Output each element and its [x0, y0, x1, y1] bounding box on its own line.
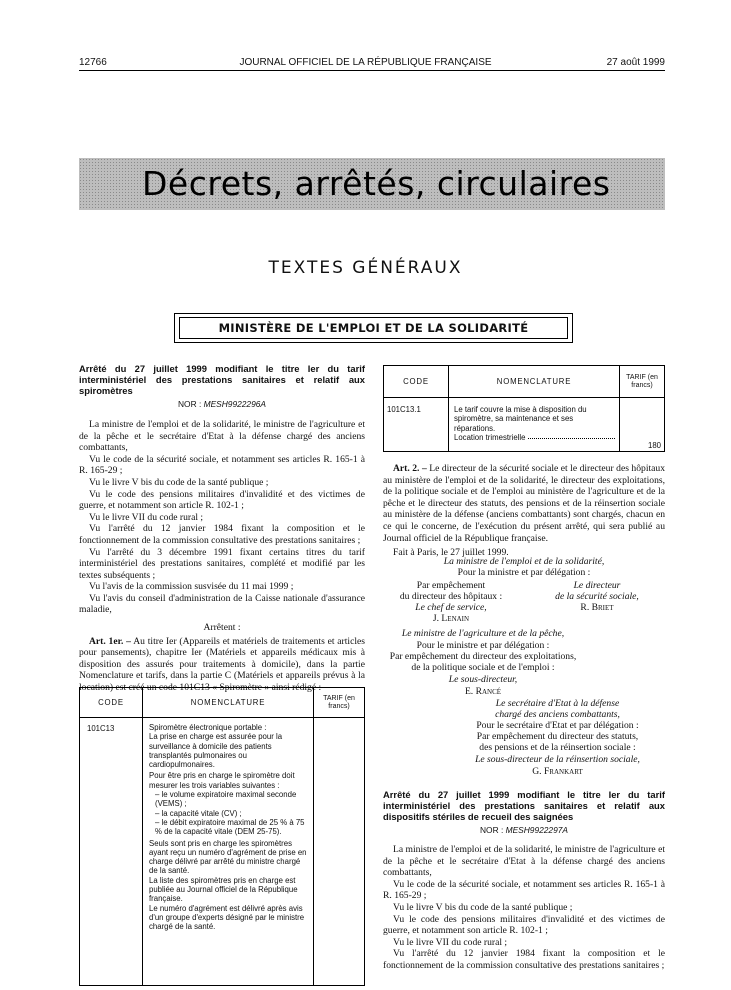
- col-nomenclature: NOMENCLATURE: [449, 366, 620, 398]
- left-column: [79, 364, 365, 694]
- art2-text: Le directeur de la sécurité sociale et le directeur des hôpitaux au ministère de l'emploi et de la solidarité, le directeur des exploitations, de la politique sociale et de l'emploi au ministère de l'agriculture et de la pêche et le directeur des statuts, des pensions et de la réinsertion sociale au ministère de la défense (anciens combattants) sont chargés, chacun en ce qui le concerne, de l'exécution du présent arrêté, qui sera publié au Journal officiel de la République française.: [383, 463, 665, 544]
- sig-line: de la sécurité sociale,: [555, 591, 639, 602]
- sig-line: Par empêchement du directeur des exploitations,: [389, 651, 577, 662]
- nomenclature-line: Spiromètre électronique portable :: [149, 723, 267, 732]
- col-tarif: TARIF (en francs): [314, 688, 365, 718]
- header-rule: [79, 70, 665, 71]
- col-nomenclature: NOMENCLATURE: [143, 688, 314, 718]
- arrete1-title: Arrêté du 27 juillet 1999 modifiant le titre Ier du tarif interministériel des prestations sanitaires et relatif aux spiromètres: [79, 363, 365, 396]
- sig-line: J. Lenain: [432, 613, 470, 624]
- table-spirometre: [79, 687, 365, 986]
- art1-label: Art. 1er. –: [89, 635, 131, 647]
- arrete2-para: Vu le code des pensions militaires d'invalidité et des victimes de guerre, et notamment son article R. 102-1 ;: [383, 913, 665, 937]
- sig-line: Le chef de service,: [415, 602, 487, 613]
- arrete1-para: Vu le code de la sécurité sociale, et notamment ses articles R. 165-1 à R. 165-29 ;: [79, 453, 365, 477]
- sig-line: Par empêchement: [416, 580, 486, 591]
- sig-line: Le directeur: [573, 580, 621, 591]
- col-code: CODE: [80, 688, 143, 718]
- arretent: Arrêtent :: [203, 622, 241, 634]
- art1-text: Au titre Ier (Appareils et matériels de traitements et articles pour pansements), chapitre Ier (Matériels et appareils médicaux mis à disposition des assurés pour traitements à domicile), dans la partie Nomenclature et tarifs, dans la partie C (Matériels et appareils prévus à la location) est créé un code 101C13 « Spiromètre » ainsi rédigé :: [79, 635, 365, 694]
- sig-line: Le ministre de l'agriculture et de la pêche,: [401, 628, 565, 639]
- col-code: CODE: [384, 366, 449, 398]
- fait-a-paris: Fait à Paris, le 27 juillet 1999.: [393, 547, 509, 559]
- arrete1-para: Vu l'arrêté du 3 décembre 1991 fixant certains titres du tarif interministériel des prestations sanitaires, complété et modifié par les textes subséquents ;: [79, 546, 365, 581]
- arrete2-para: Vu l'arrêté du 12 janvier 1984 fixant la composition et le fonctionnement de la commission consultative des prestations sanitaires ;: [383, 948, 665, 971]
- nomenclature-line: – le volume expiratoire maximal seconde (VEMS) ;: [155, 790, 297, 809]
- col-tarif: TARIF (en francs): [620, 366, 665, 398]
- arrete1-para: Vu l'arrêté du 12 janvier 1984 fixant la composition et le fonctionnement de la commission consultative des prestations sanitaires ;: [79, 523, 365, 546]
- nomenclature-line: – la capacité vitale (CV) ;: [155, 808, 242, 818]
- sig-line: Pour la ministre et par délégation :: [457, 567, 591, 578]
- table-nomenclature-cell: [449, 398, 620, 452]
- art2-label: Art. 2. –: [393, 463, 427, 474]
- nomenclature-line: La liste des spiromètres pris en charge est publiée au Journal officiel de la République française.: [149, 875, 298, 904]
- sig-line: Le sous-directeur de la réinsertion sociale,: [475, 754, 640, 765]
- sig-line: Pour le ministre et par délégation :: [416, 640, 550, 651]
- arrete2-para: Vu le livre V bis du code de la santé publique ;: [393, 901, 573, 913]
- right-column: [383, 463, 665, 559]
- sig-line: Le secrétaire d'Etat à la défense: [495, 698, 620, 709]
- issue-date: 27 août 1999: [606, 57, 665, 68]
- sig-line: E. Rancé: [464, 686, 502, 697]
- arrete1-para: Vu le livre V bis du code de la santé publique ;: [89, 476, 269, 488]
- nomenclature-line: Seuls sont pris en charge les spiromètres ayant reçu un numéro d'agrément de prise en charge délivré par arrêté du ministre chargé de la santé.: [149, 838, 307, 876]
- journal-title: JOURNAL OFFICIEL DE LA RÉPUBLIQUE FRANÇAISE: [239, 57, 492, 68]
- ministry-box: [174, 313, 573, 343]
- table-code-cell: 101C13.1: [384, 398, 449, 452]
- arrete2: [383, 790, 665, 972]
- arrete1-para: Vu l'avis de la commission susvisée du 11 mai 1999 ;: [89, 581, 294, 593]
- table-spirometre-tarif: [383, 365, 665, 452]
- arrete1-nor: NOR : MESH9922296A: [178, 399, 266, 410]
- arrete1-para: Vu le livre VII du code rural ;: [89, 511, 204, 523]
- nomenclature-line: – le débit expiratoire maximal de 25 % à 75 % de la capacité vitale (DEM 25-75).: [155, 817, 305, 837]
- dot-leader: [528, 433, 615, 439]
- sig-line: Par empêchement du directeur des statuts,: [476, 731, 639, 742]
- sig-line: Le sous-directeur,: [448, 674, 518, 685]
- arrete1-para: Vu le code des pensions militaires d'invalidité et des victimes de guerre, et notamment son article R. 102-1 ;: [79, 488, 365, 512]
- ministry-name: MINISTÈRE DE L'EMPLOI ET DE LA SOLIDARITÉ: [179, 317, 568, 339]
- arrete1-para: La ministre de l'emploi et de la solidarité, le ministre de l'agriculture et de la pêche et le secrétaire d'Etat à la défense chargé des anciens combattants,: [79, 418, 365, 454]
- sig-line: Pour le secrétaire d'Etat et par délégation :: [476, 720, 639, 731]
- sig-line: La ministre de l'emploi et de la solidarité,: [443, 556, 605, 567]
- location-label: Location trimestrielle: [454, 432, 526, 442]
- sig-line: R. Briet: [580, 602, 614, 613]
- table-code-cell: 101C13: [80, 718, 143, 986]
- sig-line: G. Frankart: [532, 766, 583, 777]
- arrete2-title: Arrêté du 27 juillet 1999 modifiant le titre Ier du tarif interministériel des prestations sanitaires et relatif aux dispositifs stériles de recueil des saignées: [383, 789, 665, 822]
- arrete2-para: Vu le code de la sécurité sociale, et notamment ses articles R. 165-1 à R. 165-29 ;: [383, 878, 665, 902]
- arrete2-para: Vu le livre VII du code rural ;: [393, 936, 508, 948]
- arrete1-para: Vu l'avis du conseil d'administration de la Caisse nationale d'assurance maladie,: [79, 592, 365, 616]
- arrete2-para: La ministre de l'emploi et de la solidarité, le ministre de l'agriculture et de la pêche et le secrétaire d'Etat à la défense chargé des anciens combattants,: [383, 843, 665, 879]
- sig-line: du directeur des hôpitaux :: [399, 591, 503, 602]
- table-nomenclature-cell: [143, 718, 314, 986]
- nomenclature-text: Le tarif couvre la mise à disposition du spiromètre, sa maintenance et ses réparations.: [454, 405, 587, 433]
- arrete2-nor: NOR : MESH9922297A: [480, 825, 568, 836]
- banner-title: Décrets, arrêtés, circulaires: [142, 164, 611, 203]
- sig-line: de la politique sociale et de l'emploi :: [411, 662, 555, 673]
- sig-line: des pensions et de la réinsertion sociale :: [479, 742, 636, 753]
- page-number: 12766: [79, 57, 107, 68]
- nomenclature-line: Le numéro d'agrément est délivré après avis d'un groupe d'experts désigné par le ministre chargé de la santé.: [149, 903, 305, 932]
- nomenclature-line: La prise en charge est assurée pour la surveillance à domicile des patients transplantés pulmonaires ou cardiopulmonaires.: [149, 732, 283, 770]
- tarif-value: 180: [620, 398, 665, 452]
- sig-line: chargé des anciens combattants,: [495, 709, 620, 720]
- table-tarif-cell: [314, 718, 365, 986]
- nomenclature-line: Pour être pris en charge le spiromètre doit mesurer les trois variables suivantes :: [149, 771, 295, 790]
- section-title: TEXTES GÉNÉRAUX: [268, 258, 463, 278]
